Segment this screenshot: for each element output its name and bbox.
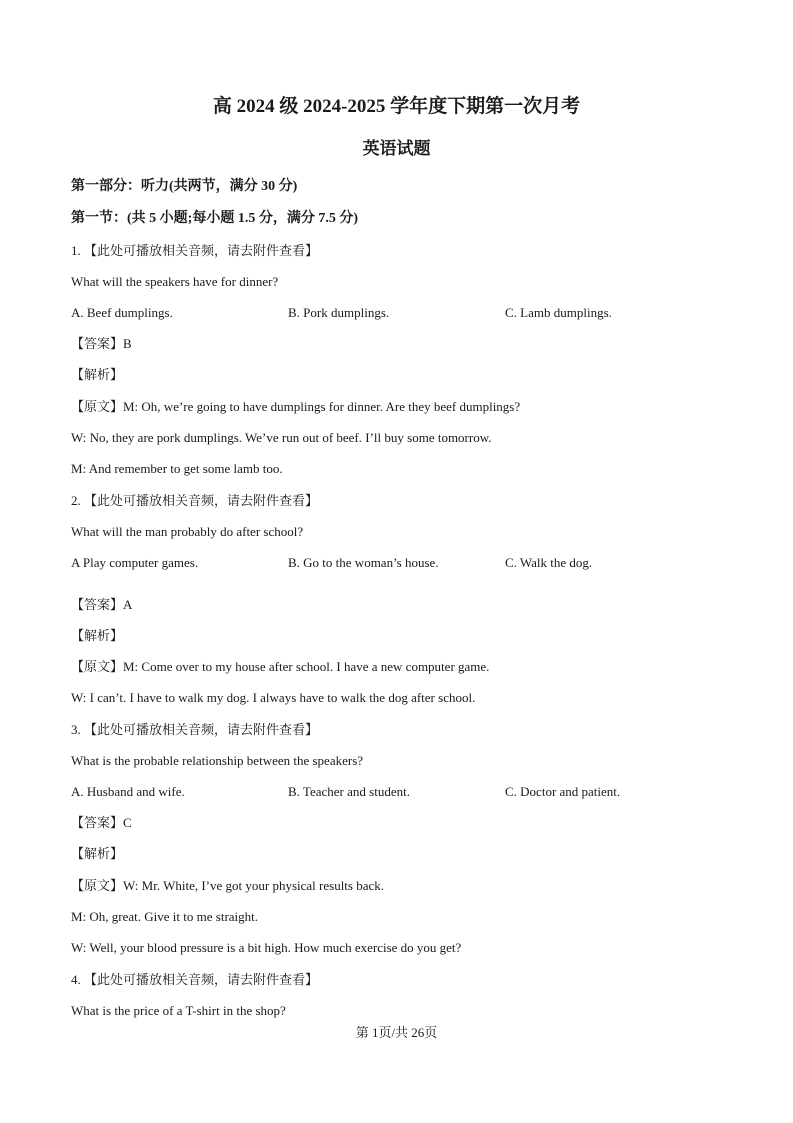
- question-2-option-c: C. Walk the dog.: [505, 555, 593, 570]
- question-2-option-b: B. Go to the woman’s house.: [288, 555, 439, 570]
- question-1-answer: 【答案】B: [71, 336, 132, 351]
- question-3-stem: 3. 【此处可播放相关音频，请去附件查看】: [71, 722, 319, 737]
- part-heading: 第一部分：听力(共两节，满分 30 分): [71, 179, 298, 194]
- question-2-answer: 【答案】A: [71, 597, 133, 612]
- question-2-option-a: A Play computer games.: [71, 555, 199, 570]
- question-2-transcript-line: 【原文】M: Come over to my house after school. I have a new computer game.: [71, 659, 490, 674]
- question-4-stem: 4. 【此处可播放相关音频，请去附件查看】: [71, 972, 319, 987]
- question-3-transcript-line: 【原文】W: Mr. White, I’ve got your physical results back.: [71, 878, 385, 893]
- question-1-text: What will the speakers have for dinner?: [71, 274, 279, 289]
- question-3-option-c: C. Doctor and patient.: [505, 784, 621, 799]
- question-1-stem: 1. 【此处可播放相关音频，请去附件查看】: [71, 243, 319, 258]
- question-2-stem: 2. 【此处可播放相关音频，请去附件查看】: [71, 493, 319, 508]
- question-1-transcript-line: 【原文】M: Oh, we’re going to have dumplings for dinner. Are they beef dumplings?: [71, 399, 521, 414]
- question-3-analysis: 【解析】: [71, 846, 124, 861]
- question-3-answer: 【答案】C: [71, 815, 132, 830]
- question-1-option-b: B. Pork dumplings.: [288, 305, 390, 320]
- exam-subtitle: 英语试题: [362, 139, 431, 158]
- question-3-option-a: A. Husband and wife.: [71, 784, 185, 799]
- question-3-option-b: B. Teacher and student.: [288, 784, 410, 799]
- question-3-transcript-line: W: Well, your blood pressure is a bit high. How much exercise do you get?: [71, 940, 462, 955]
- question-4-text: What is the price of a T-shirt in the shop?: [71, 1003, 286, 1018]
- question-2-analysis: 【解析】: [71, 628, 124, 643]
- page-footer: 第 1页/共 26页: [355, 1025, 438, 1040]
- question-1-option-a: A. Beef dumplings.: [71, 305, 173, 320]
- question-1-analysis: 【解析】: [71, 367, 124, 382]
- question-2-transcript-line: W: I can’t. I have to walk my dog. I always have to walk the dog after school.: [71, 690, 476, 705]
- question-3-transcript-line: M: Oh, great. Give it to me straight.: [71, 909, 259, 924]
- question-2-text: What will the man probably do after school?: [71, 524, 304, 539]
- question-3-text: What is the probable relationship between the speakers?: [71, 753, 364, 768]
- section-heading: 第一节：(共 5 小题;每小题 1.5 分，满分 7.5 分): [71, 211, 358, 226]
- question-1-option-c: C. Lamb dumplings.: [505, 305, 612, 320]
- exam-title: 高 2024 级 2024-2025 学年度下期第一次月考: [212, 96, 581, 117]
- question-1-transcript-line: M: And remember to get some lamb too.: [71, 461, 283, 476]
- question-1-transcript-line: W: No, they are pork dumplings. We’ve run out of beef. I’ll buy some tomorrow.: [71, 430, 492, 445]
